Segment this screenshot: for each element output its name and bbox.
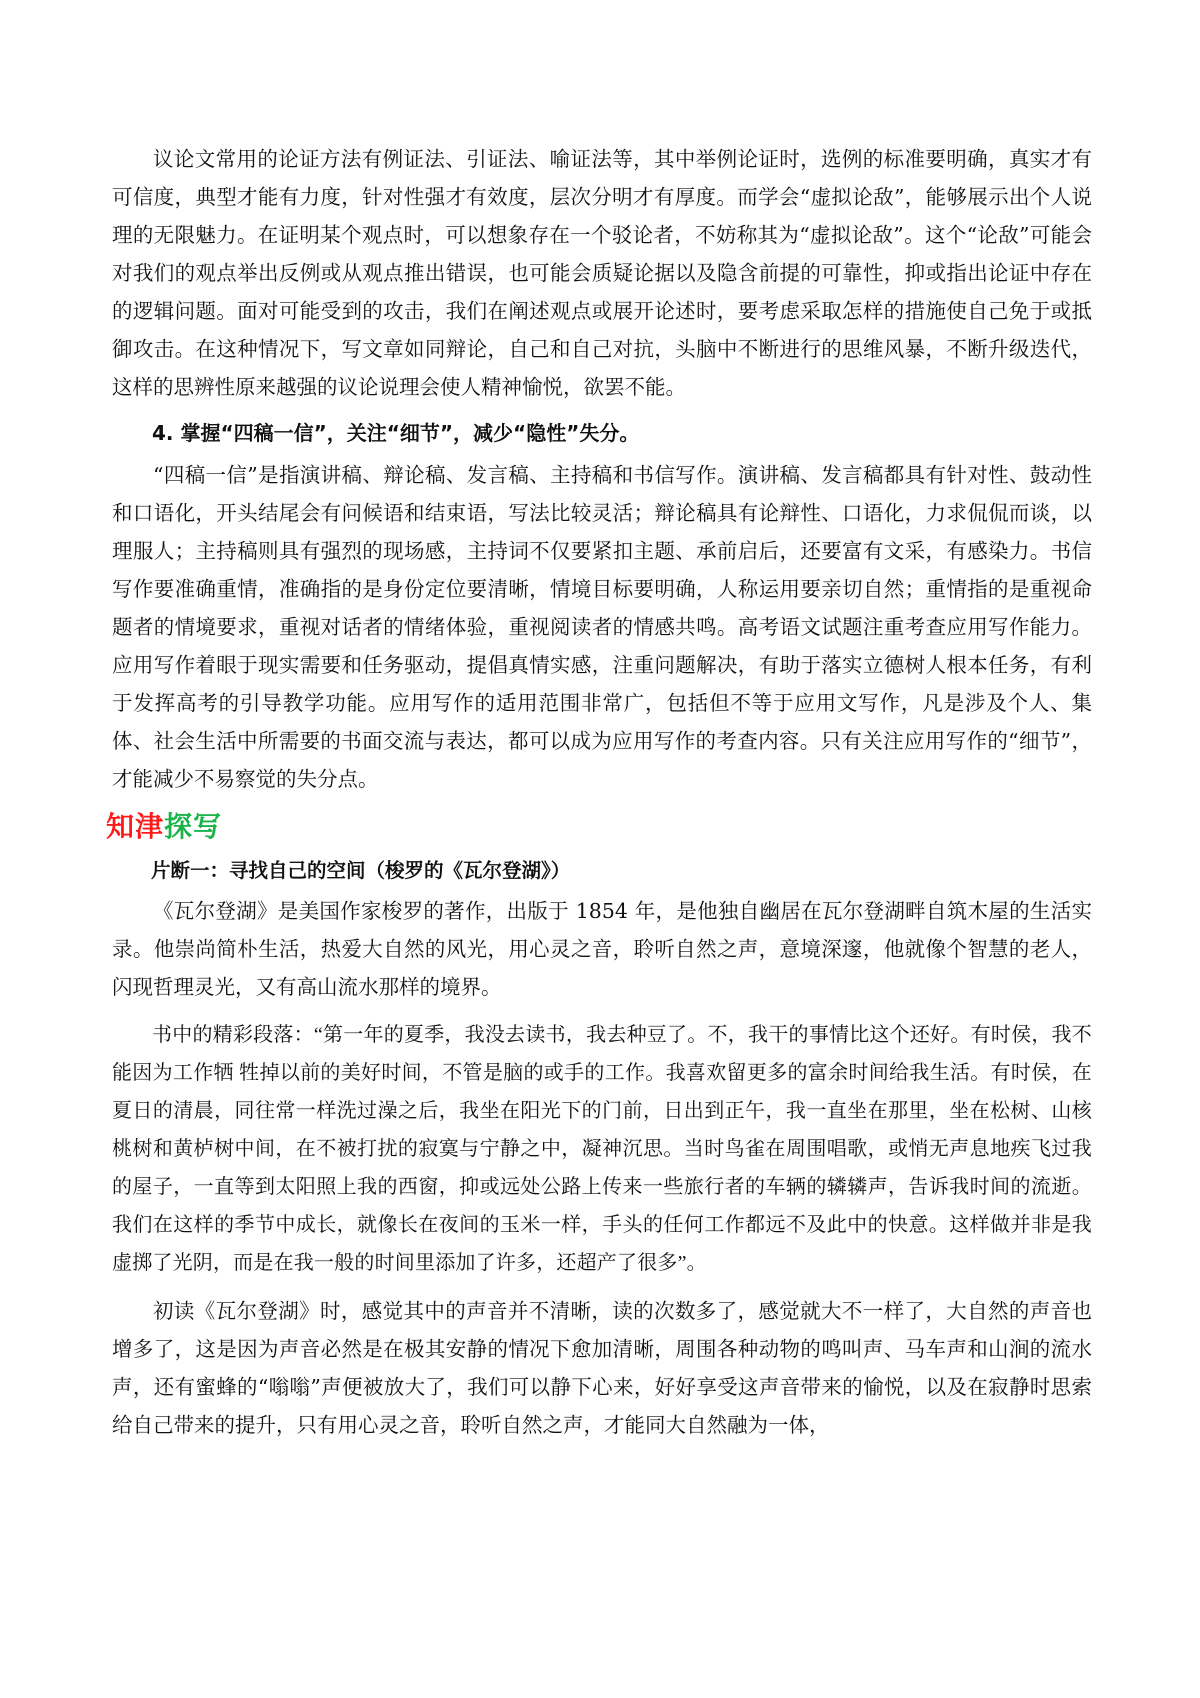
paragraph-reflection: 初读《瓦尔登湖》时，感觉其中的声音并不清晰，读的次数多了，感觉就大不一样了，大自然的声音也增多了，这是因为声音必然是在极其安静的情况下愈加清晰，周围各种动物的鸣叫声、马车声和山涧的流水声，还有蜜蜂的“嗡嗡”声便被放大了，我们可以静下心来，好好享受这声音带来的愉悦，以及在寂静时思索给自己带来的提升，只有用心灵之音，聆听自然之声，才能同大自然融为一体，: [112, 1299, 1092, 1437]
spacer: [112, 1282, 1092, 1292]
document-page: [106, 140, 1092, 1444]
paragraph-counter-argument: 议论文常用的论证方法有例证法、引证法、喻证法等，其中举例论证时，选例的标准要明确，真实才有可信度，典型才能有力度，针对性强才有效度，层次分明才有厚度。而学会“虚拟论敌”，能够展示出个人说理的无限魅力。在证明某个观点时，可以想象存在一个驳论者，不妨称其为“虚拟论敌”。这个“论敌”可能会对我们的观点举出反例或从观点推出错误，也可能会质疑论据以及隐含前提的可靠性，抑或指出论证中存在的逻辑问题。面对可能受到的攻击，我们在阐述观点或展开论述时，要考虑采取怎样的措施使自己免于或抵御攻击。在这种情况下，写文章如同辩论，自己和自己对抗，头脑中不断进行的思维风暴，不断升级迭代，这样的思辨性原来越强的议论说理会使人精神愉悦，欲罢不能。: [112, 147, 1092, 399]
point-4-heading: 4. 掌握“四稿一信”，关注“细节”，减少“隐性”失分。: [152, 421, 640, 445]
paragraph-walden-quote: 书中的精彩段落：“第一年的夏季，我没去读书，我去种豆了。不，我干的事情比这个还好。有时侯，我不能因为工作牺 牲掉以前的美好时间，不管是脑的或手的工作。我喜欢留更多的富余时间给我生活。有时侯，在夏日的清晨，同往常一样洗过澡之后，我坐在阳光下的门前，日出到正午，我一直坐在那里，坐在松树、山核桃树和黄栌树中间，在不被打扰的寂寞与宁静之中，凝神沉思。当时鸟雀在周围唱歌，或悄无声息地疾飞过我的屋子，一直等到太阳照上我的西窗，抑或远处公路上传来一些旅行者的车辆的辚辚声，告诉我时间的流逝。我们在这样的季节中成长，就像长在夜间的玉米一样，手头的任何工作都远不及此中的快意。这样做并非是我虚掷了光阴，而是在我一般的时间里添加了许多，还超产了很多”。: [112, 1024, 1092, 1274]
paragraph-walden-intro: 《瓦尔登湖》是美国作家梭罗的著作，出版于 1854 年，是他独自幽居在瓦尔登湖畔自筑木屋的生活实录。他崇尚简朴生活，热爱大自然的风光，用心灵之音，聆听自然之声，意境深邃，他就像个智慧的老人，闪现哲理灵光，又有高山流水那样的境界。: [112, 899, 1092, 999]
section-title: [106, 804, 1092, 850]
fragment-heading: 片断一：寻找自己的空间（梭罗的《瓦尔登湖》）: [151, 859, 571, 882]
spacer: [112, 1006, 1092, 1016]
paragraph-four-drafts-one-letter: “四稿一信”是指演讲稿、辩论稿、发言稿、主持稿和书信写作。演讲稿、发言稿都具有针对性、鼓动性和口语化，开头结尾会有问候语和结束语，写法比较灵活；辩论稿具有论辩性、口语化，力求侃侃而谈，以理服人；主持稿则具有强烈的现场感，主持词不仅要紧扣主题、承前启后，还要富有文采，有感染力。书信写作要准确重情，准确指的是身份定位要清晰，情境目标要明确，人称运用要亲切自然；重情指的是重视命题者的情境要求，重视对话者的情绪体验，重视阅读者的情感共鸣。高考语文试题注重考查应用写作能力。应用写作着眼于现实需要和任务驱动，提倡真情实感，注重问题解决，有助于落实立德树人根本任务，有利于发挥高考的引导教学功能。应用写作的适用范围非常广，包括但不等于应用文写作，凡是涉及个人、集体、社会生活中所需要的书面交流与表达，都可以成为应用写作的考查内容。只有关注应用写作的“细节”，才能减少不易察觉的失分点。: [112, 463, 1092, 791]
section-title-part1: 知津: [106, 810, 165, 843]
section-title-part2: 探写: [164, 810, 223, 843]
